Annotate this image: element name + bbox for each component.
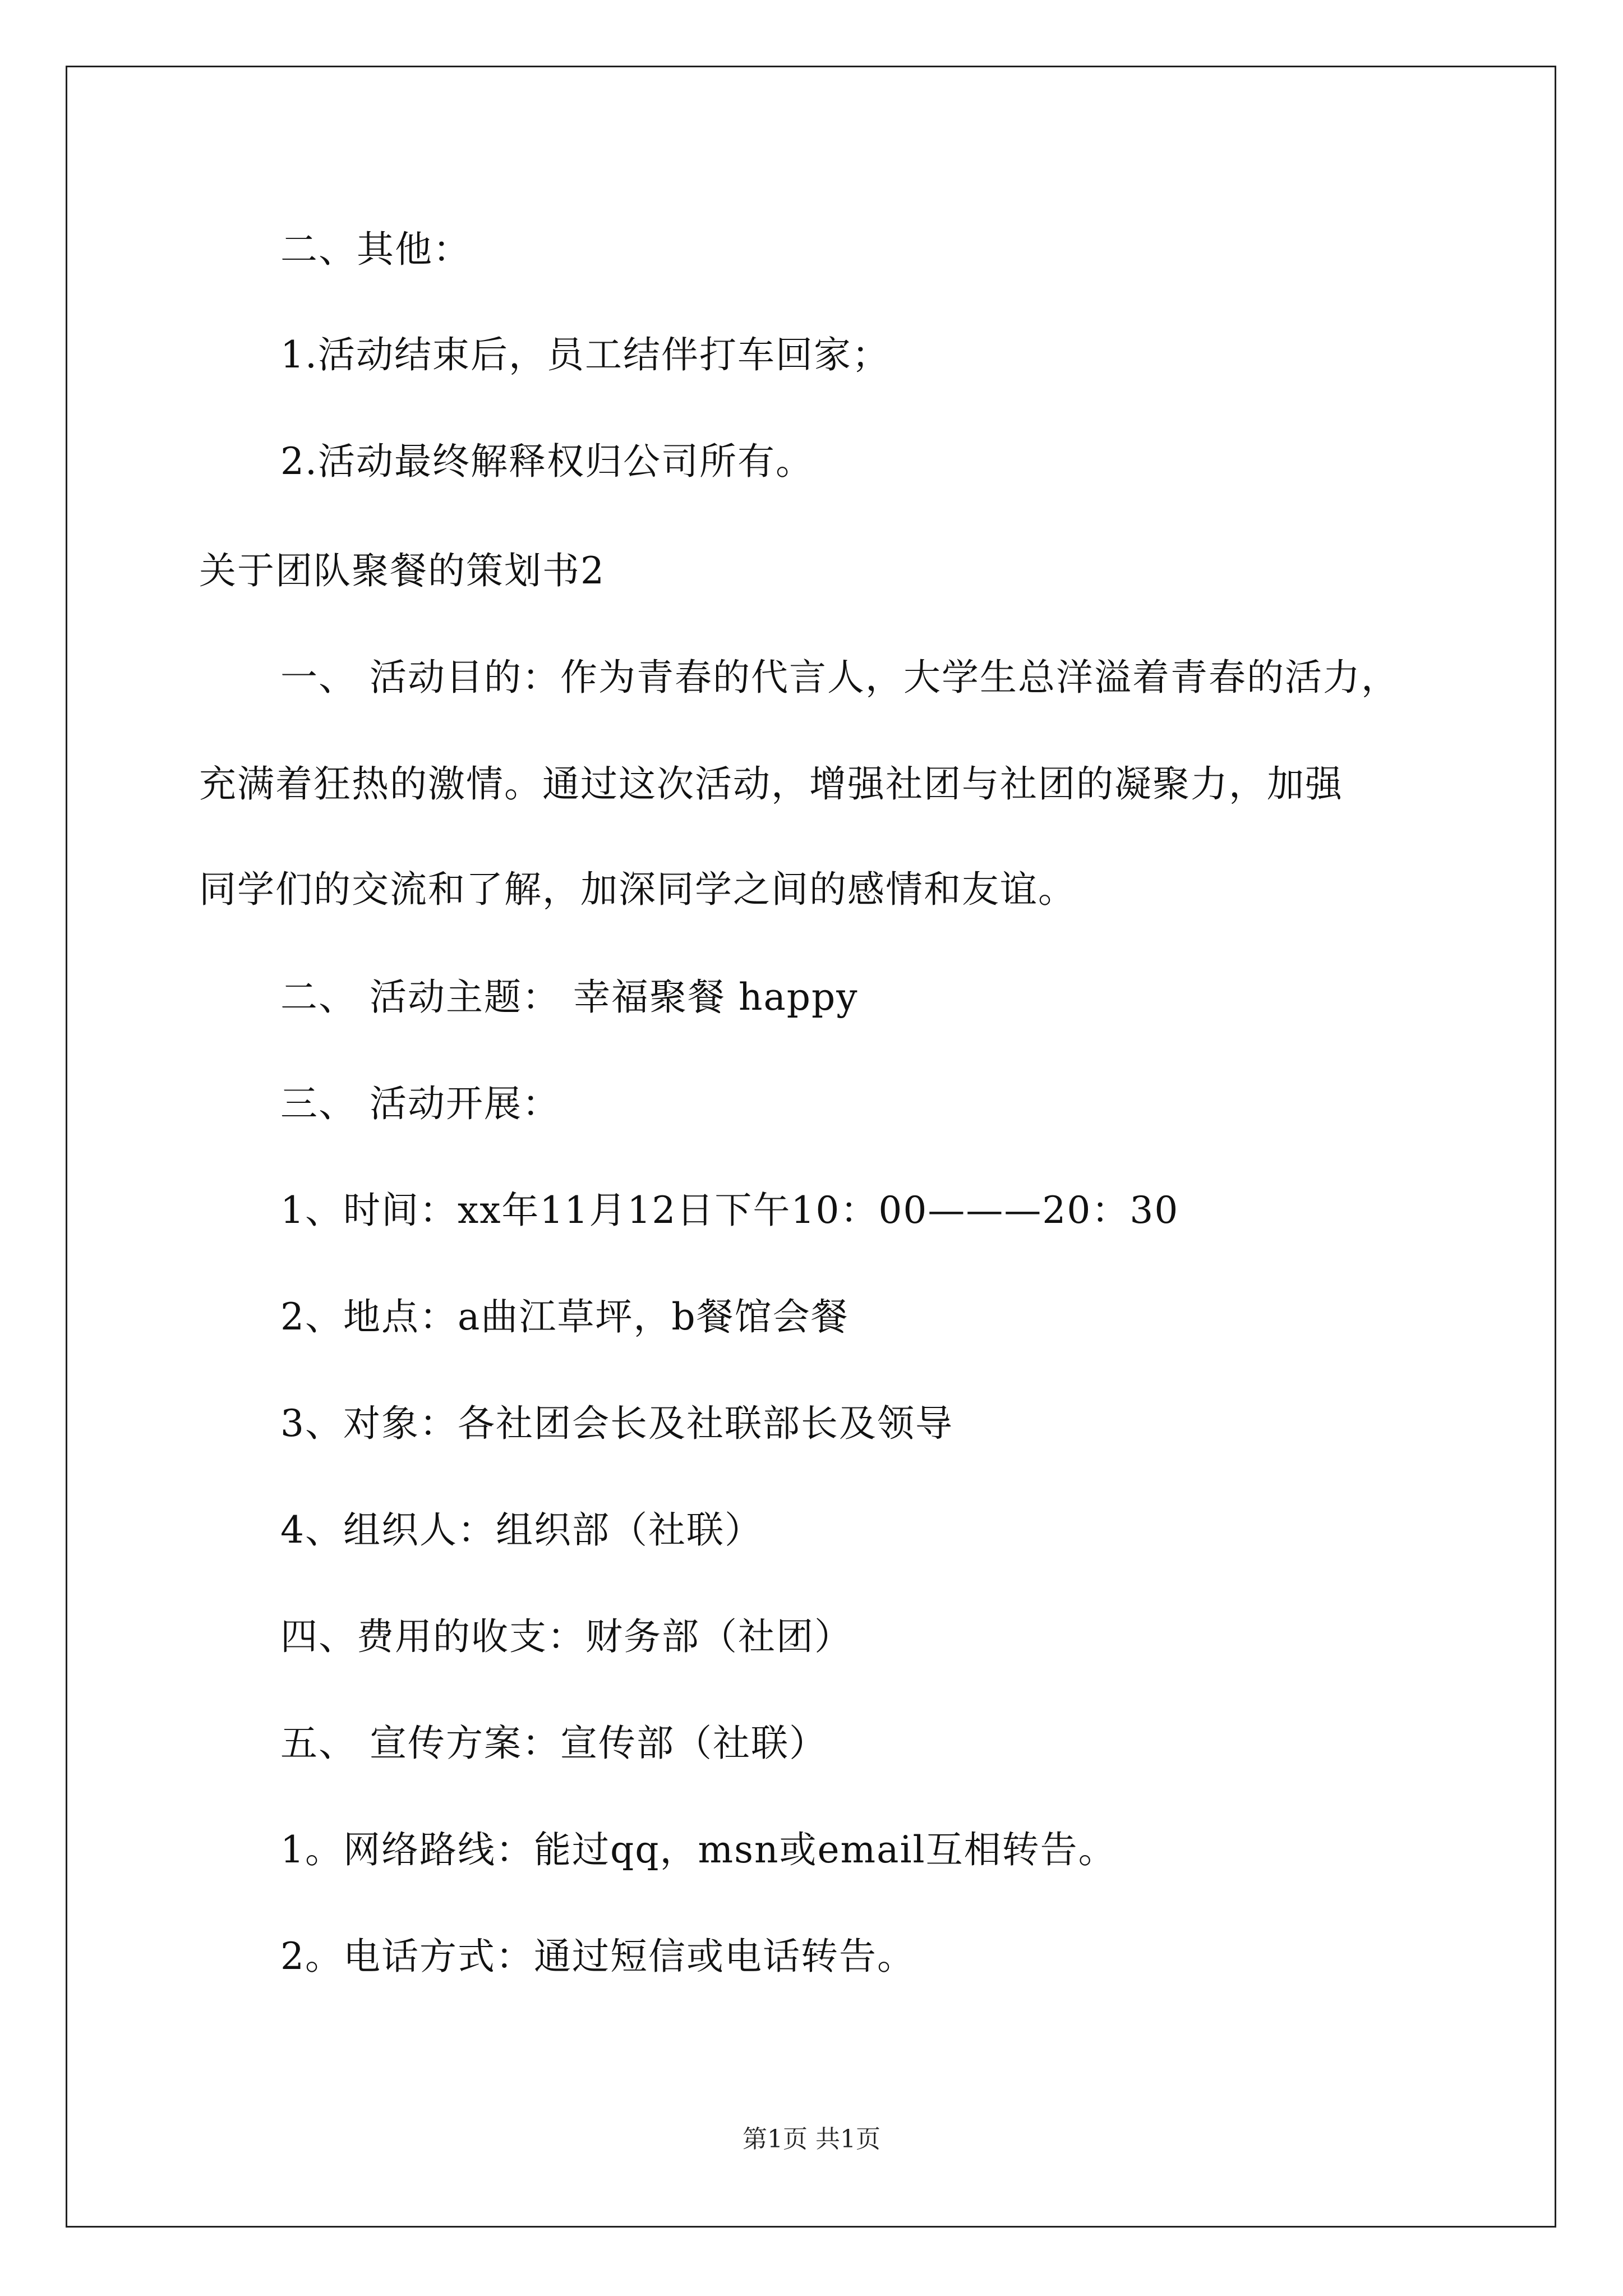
paragraph-line: 2.活动最终解释权归公司所有。 — [280, 440, 814, 483]
paragraph-line: 充满着狂热的激情。通过这次活动，增强社团与社团的凝聚力，加强 — [199, 762, 1343, 806]
page-footer: 第1页 共1页 — [743, 2125, 880, 2154]
paragraph-line: 三、 活动开展： — [280, 1082, 560, 1125]
paragraph-line: 四、费用的收支：财务部（社团） — [280, 1615, 852, 1658]
paragraph-line: 同学们的交流和了解，加深同学之间的感情和友谊。 — [199, 868, 1076, 911]
list-item: 2。电话方式：通过短信或电话转告。 — [280, 1935, 915, 1978]
list-item: 3、对象：各社团会长及社联部长及领导 — [280, 1402, 953, 1445]
paragraph-line: 五、 宣传方案：宣传部（社联） — [280, 1722, 827, 1765]
paragraph-line: 1.活动结束后，员工结伴打车回家； — [280, 333, 890, 376]
list-item: 2、地点：a曲江草坪，b餐馆会餐 — [280, 1295, 849, 1338]
list-item: 1。网络路线：能过qq，msn或email互相转告。 — [280, 1828, 1117, 1871]
list-item: 1、时间：xx年11月12日下午10：00———20：30 — [280, 1189, 1179, 1232]
list-item: 4、组织人：组织部（社联） — [280, 1508, 763, 1552]
paragraph-line: 二、 活动主题： 幸福聚餐 happy — [280, 976, 859, 1019]
paragraph-line: 一、 活动目的：作为青春的代言人，大学生总洋溢着青春的活力， — [280, 656, 1399, 699]
document-title: 关于团队聚餐的策划书2 — [199, 549, 605, 592]
page-border — [66, 66, 1556, 2228]
section-heading-other: 二、其他： — [280, 228, 471, 271]
